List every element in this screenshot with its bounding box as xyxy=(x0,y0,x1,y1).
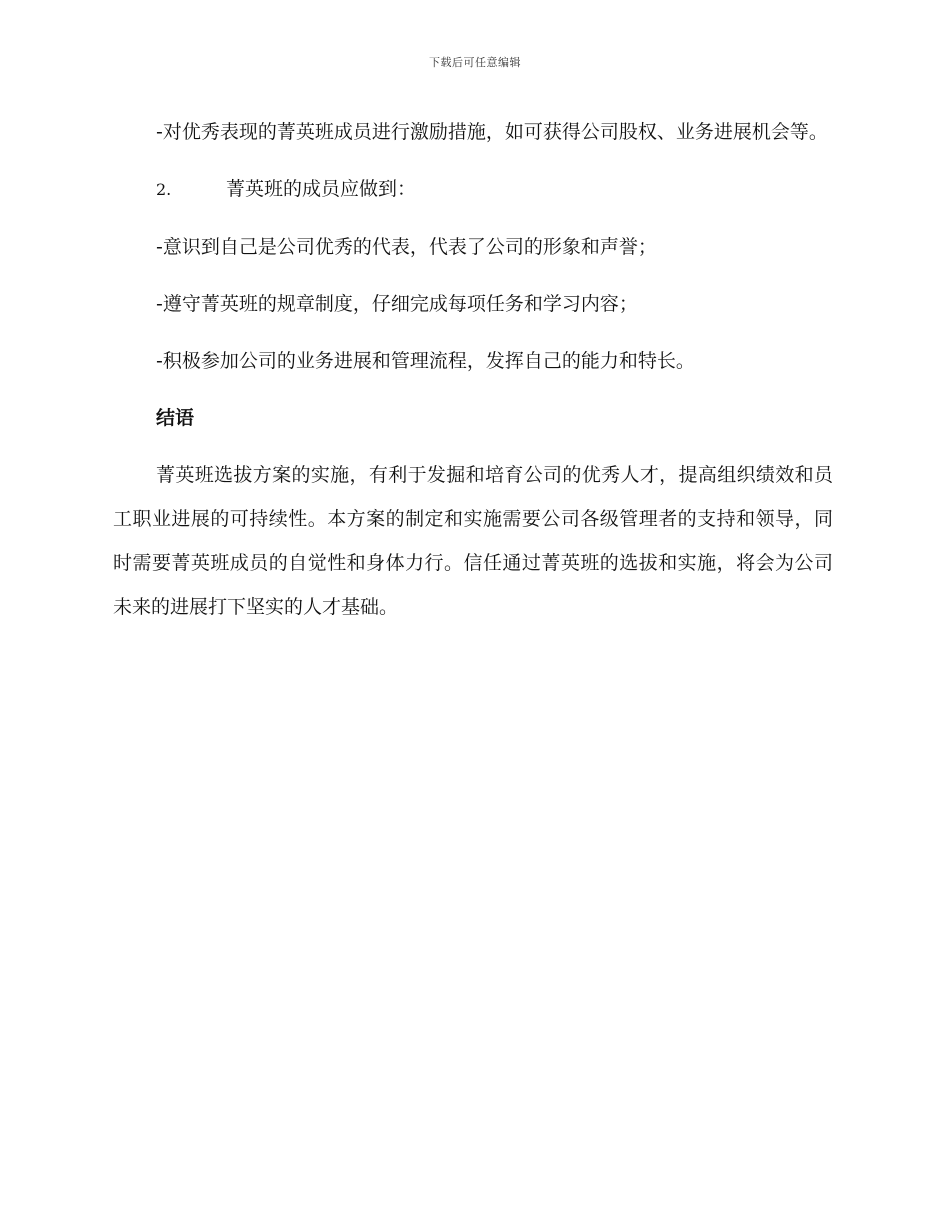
list-number: 2. xyxy=(156,180,172,199)
conclusion-paragraph: 菁英班选拔方案的实施，有利于发掘和培育公司的优秀人才，提高组织绩效和员工职业进展的可持续性。本方案的制定和实施需要公司各级管理者的支持和领导，同时需要菁英班成员的自觉性和身体力行。信任通过菁英班的选拔和实施，将会为公司未来的进展打下坚实的人才基础。 xyxy=(113,464,833,618)
numbered-item-2 xyxy=(113,167,833,212)
page-header: 下载后可任意编辑 xyxy=(429,56,521,69)
list-item-text: 菁英班的成员应做到： xyxy=(226,178,417,200)
document-body xyxy=(113,110,833,642)
paragraph-representative: -意识到自己是公司优秀的代表，代表了公司的形象和声誉； xyxy=(156,236,657,258)
paragraph-incentives: -对优秀表现的菁英班成员进行激励措施，如可获得公司股权、业务进展机会等。 xyxy=(156,121,828,143)
paragraph-rules: -遵守菁英班的规章制度，仔细完成每项任务和学习内容； xyxy=(156,293,638,315)
conclusion-heading: 结语 xyxy=(156,407,195,429)
paragraph-participation: -积极参加公司的业务进展和管理流程，发挥自己的能力和特长。 xyxy=(156,350,695,372)
